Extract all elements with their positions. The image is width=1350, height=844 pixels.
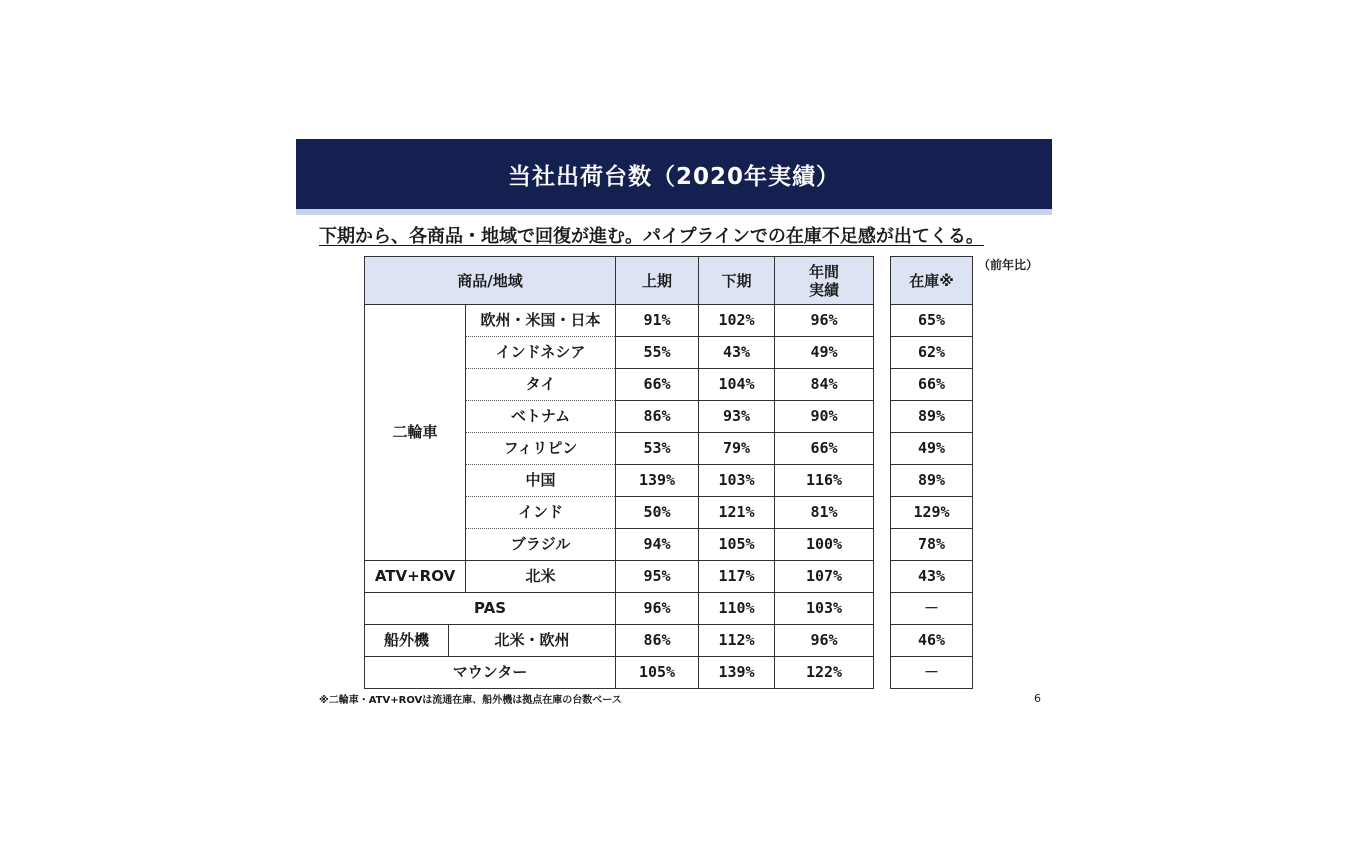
header-product-region: 商品/地域 xyxy=(365,257,616,305)
inventory-cell: 43% xyxy=(891,561,973,593)
h1-cell: 86% xyxy=(616,625,699,657)
table-row xyxy=(891,369,973,401)
unit-note: （前年比） xyxy=(978,258,1039,272)
h1-cell: 53% xyxy=(616,433,699,465)
h1-cell: 66% xyxy=(616,369,699,401)
h1-cell: 96% xyxy=(616,593,699,625)
group-outboard: 船外機 xyxy=(365,625,449,657)
h2-cell: 110% xyxy=(699,593,775,625)
header-annual: 年間 実績 xyxy=(775,257,874,305)
annual-cell: 96% xyxy=(775,625,874,657)
inventory-cell: 66% xyxy=(891,369,973,401)
region-cell: インド xyxy=(466,497,616,529)
h2-cell: 117% xyxy=(699,561,775,593)
table-row xyxy=(365,305,874,337)
table-row xyxy=(891,305,973,337)
h1-cell: 55% xyxy=(616,337,699,369)
region-cell: ベトナム xyxy=(466,401,616,433)
annual-cell: 116% xyxy=(775,465,874,497)
footnote: ※二輪車・ATV+ROVは流通在庫、船外機は拠点在庫の台数ベース xyxy=(319,695,622,706)
table-header-row xyxy=(891,257,973,305)
table-row xyxy=(891,497,973,529)
h1-cell: 91% xyxy=(616,305,699,337)
h2-cell: 93% xyxy=(699,401,775,433)
table-row xyxy=(365,561,874,593)
h2-cell: 121% xyxy=(699,497,775,529)
group-motorcycle: 二輪車 xyxy=(365,305,466,561)
h1-cell: 86% xyxy=(616,401,699,433)
h2-cell: 104% xyxy=(699,369,775,401)
h2-cell: 103% xyxy=(699,465,775,497)
table-row xyxy=(891,657,973,689)
h2-cell: 105% xyxy=(699,529,775,561)
slide-subtitle: 下期から、各商品・地域で回復が進む。パイプラインでの在庫不足感が出てくる。 xyxy=(319,226,984,247)
region-cell: 北米・欧州 xyxy=(449,625,616,657)
inventory-cell: 62% xyxy=(891,337,973,369)
group-mounter: マウンター xyxy=(365,657,616,689)
table-header-row xyxy=(365,257,874,305)
region-cell: タイ xyxy=(466,369,616,401)
inventory-cell: 49% xyxy=(891,433,973,465)
h1-cell: 105% xyxy=(616,657,699,689)
table-row xyxy=(891,529,973,561)
h2-cell: 43% xyxy=(699,337,775,369)
header-inventory: 在庫※ xyxy=(891,257,973,305)
annual-cell: 66% xyxy=(775,433,874,465)
h2-cell: 139% xyxy=(699,657,775,689)
header-h1: 上期 xyxy=(616,257,699,305)
page-number: 6 xyxy=(1034,692,1041,705)
slide-title-text: 当社出荷台数（2020年実績） xyxy=(507,163,840,190)
table-row xyxy=(365,625,874,657)
inventory-cell: 89% xyxy=(891,401,973,433)
annual-cell: 49% xyxy=(775,337,874,369)
group-pas: PAS xyxy=(365,593,616,625)
inventory-cell: 129% xyxy=(891,497,973,529)
inventory-cell: 89% xyxy=(891,465,973,497)
inventory-cell: 46% xyxy=(891,625,973,657)
inventory-table xyxy=(890,256,973,689)
region-cell: 欧州・米国・日本 xyxy=(466,305,616,337)
table-row xyxy=(891,337,973,369)
h1-cell: 139% xyxy=(616,465,699,497)
table-row xyxy=(891,593,973,625)
table-row xyxy=(891,561,973,593)
h2-cell: 112% xyxy=(699,625,775,657)
table-row xyxy=(365,593,874,625)
h1-cell: 50% xyxy=(616,497,699,529)
inventory-cell: － xyxy=(891,657,973,689)
inventory-cell: － xyxy=(891,593,973,625)
table-row xyxy=(891,401,973,433)
annual-cell: 81% xyxy=(775,497,874,529)
title-accent-line xyxy=(296,209,1052,215)
annual-cell: 90% xyxy=(775,401,874,433)
annual-cell: 122% xyxy=(775,657,874,689)
table-row xyxy=(365,657,874,689)
slide-title xyxy=(296,139,1052,209)
h1-cell: 95% xyxy=(616,561,699,593)
region-cell: ブラジル xyxy=(466,529,616,561)
region-cell: 中国 xyxy=(466,465,616,497)
annual-cell: 96% xyxy=(775,305,874,337)
header-h2: 下期 xyxy=(699,257,775,305)
table-row xyxy=(891,465,973,497)
h2-cell: 102% xyxy=(699,305,775,337)
table-row xyxy=(891,433,973,465)
annual-cell: 84% xyxy=(775,369,874,401)
inventory-cell: 65% xyxy=(891,305,973,337)
annual-cell: 107% xyxy=(775,561,874,593)
region-cell: フィリピン xyxy=(466,433,616,465)
group-atv: ATV+ROV xyxy=(365,561,466,593)
annual-cell: 103% xyxy=(775,593,874,625)
annual-cell: 100% xyxy=(775,529,874,561)
region-cell: 北米 xyxy=(466,561,616,593)
h1-cell: 94% xyxy=(616,529,699,561)
inventory-cell: 78% xyxy=(891,529,973,561)
region-cell: インドネシア xyxy=(466,337,616,369)
table-row xyxy=(891,625,973,657)
shipments-table xyxy=(364,256,874,689)
h2-cell: 79% xyxy=(699,433,775,465)
